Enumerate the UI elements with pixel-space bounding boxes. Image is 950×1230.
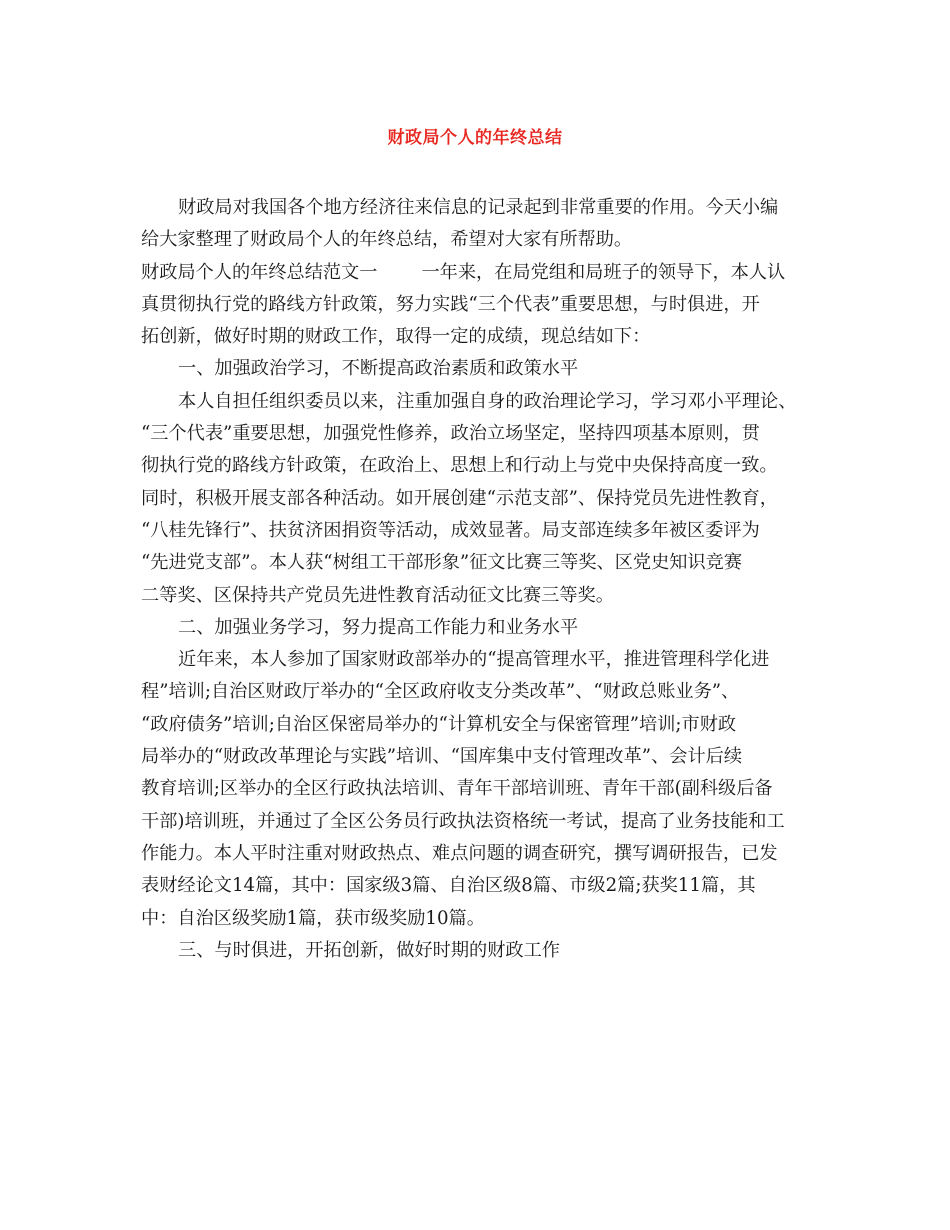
body-line: 给大家整理了财政局个人的年终总结，希望对大家有所帮助。 [141, 229, 633, 251]
body-line: 真贯彻执行党的路线方针政策，努力实践“三个代表”重要思想，与时俱进，开 [141, 293, 760, 315]
body-line: 同时，积极开展支部各种活动。如开展创建“示范支部”、保持党员先进性教育， [141, 487, 778, 509]
section-heading-inline: 财政局个人的年终总结范文一 [141, 261, 378, 283]
document-title: 财政局个人的年终总结 [387, 128, 563, 148]
body-line-split [141, 257, 811, 289]
section-heading: 一、加强政治学习，不断提高政治素质和政策水平 [178, 358, 579, 380]
body-line: “八桂先锋行”、扶贫济困捐资等活动，成效显著。局支部连续多年被区委评为 [141, 519, 760, 541]
body-line: 财政局对我国各个地方经济往来信息的记录起到非常重要的作用。今天小编 [178, 197, 779, 218]
body-line-continuation: 一年来，在局党组和局班子的领导下，本人认 [421, 261, 786, 283]
body-line: 中：自治区级奖励1篇，获市级奖励10篇。 [141, 907, 485, 929]
body-line: 作能力。本人平时注重对财政热点、难点问题的调查研究，撰写调研报告，已发 [141, 842, 778, 864]
body-line: “政府债务”培训;自治区保密局举办的“计算机安全与保密管理”培训;市财政 [141, 713, 737, 735]
body-line: 教育培训;区举办的全区行政执法培训、青年干部培训班、青年干部(副科级后备 [141, 778, 773, 800]
body-line: 拓创新，做好时期的财政工作，取得一定的成绩，现总结如下： [141, 326, 651, 348]
section-heading: 二、加强业务学习，努力提高工作能力和业务水平 [178, 616, 579, 638]
body-line: 本人自担任组织委员以来，注重加强自身的政治理论学习，学习邓小平理论、 [178, 390, 797, 412]
body-line: 彻执行党的路线方针政策，在政治上、思想上和行动上与党中央保持高度一致。 [141, 455, 778, 477]
section-heading: 三、与时俱进，开拓创新，做好时期的财政工作 [178, 939, 560, 961]
body-line: 干部)培训班，并通过了全区公务员行政执法资格统一考试，提高了业务技能和工 [141, 810, 785, 832]
body-line: 程”培训;自治区财政厅举办的“全区政府收支分类改革”、“财政总账业务”、 [141, 681, 740, 703]
body-line: 近年来，本人参加了国家财政部举办的“提高管理水平，推进管理科学化进 [178, 649, 770, 671]
body-line: “先进党支部”。本人获“树组工干部形象”征文比赛三等奖、区党史知识竞赛 [141, 552, 743, 574]
body-line: 表财经论文14篇，其中：国家级3篇、自治区级8篇、市级2篇;获奖11篇，其 [141, 875, 756, 897]
document-body [141, 192, 811, 967]
body-line: 二等奖、区保持共产党员先进性教育活动征文比赛三等奖。 [141, 584, 614, 606]
body-line: 局举办的“财政改革理论与实践”培训、“国库集中支付管理改革”、会计后续 [141, 746, 743, 768]
body-line: “三个代表”重要思想，加强党性修养，政治立场坚定，坚持四项基本原则，贯 [141, 423, 760, 445]
